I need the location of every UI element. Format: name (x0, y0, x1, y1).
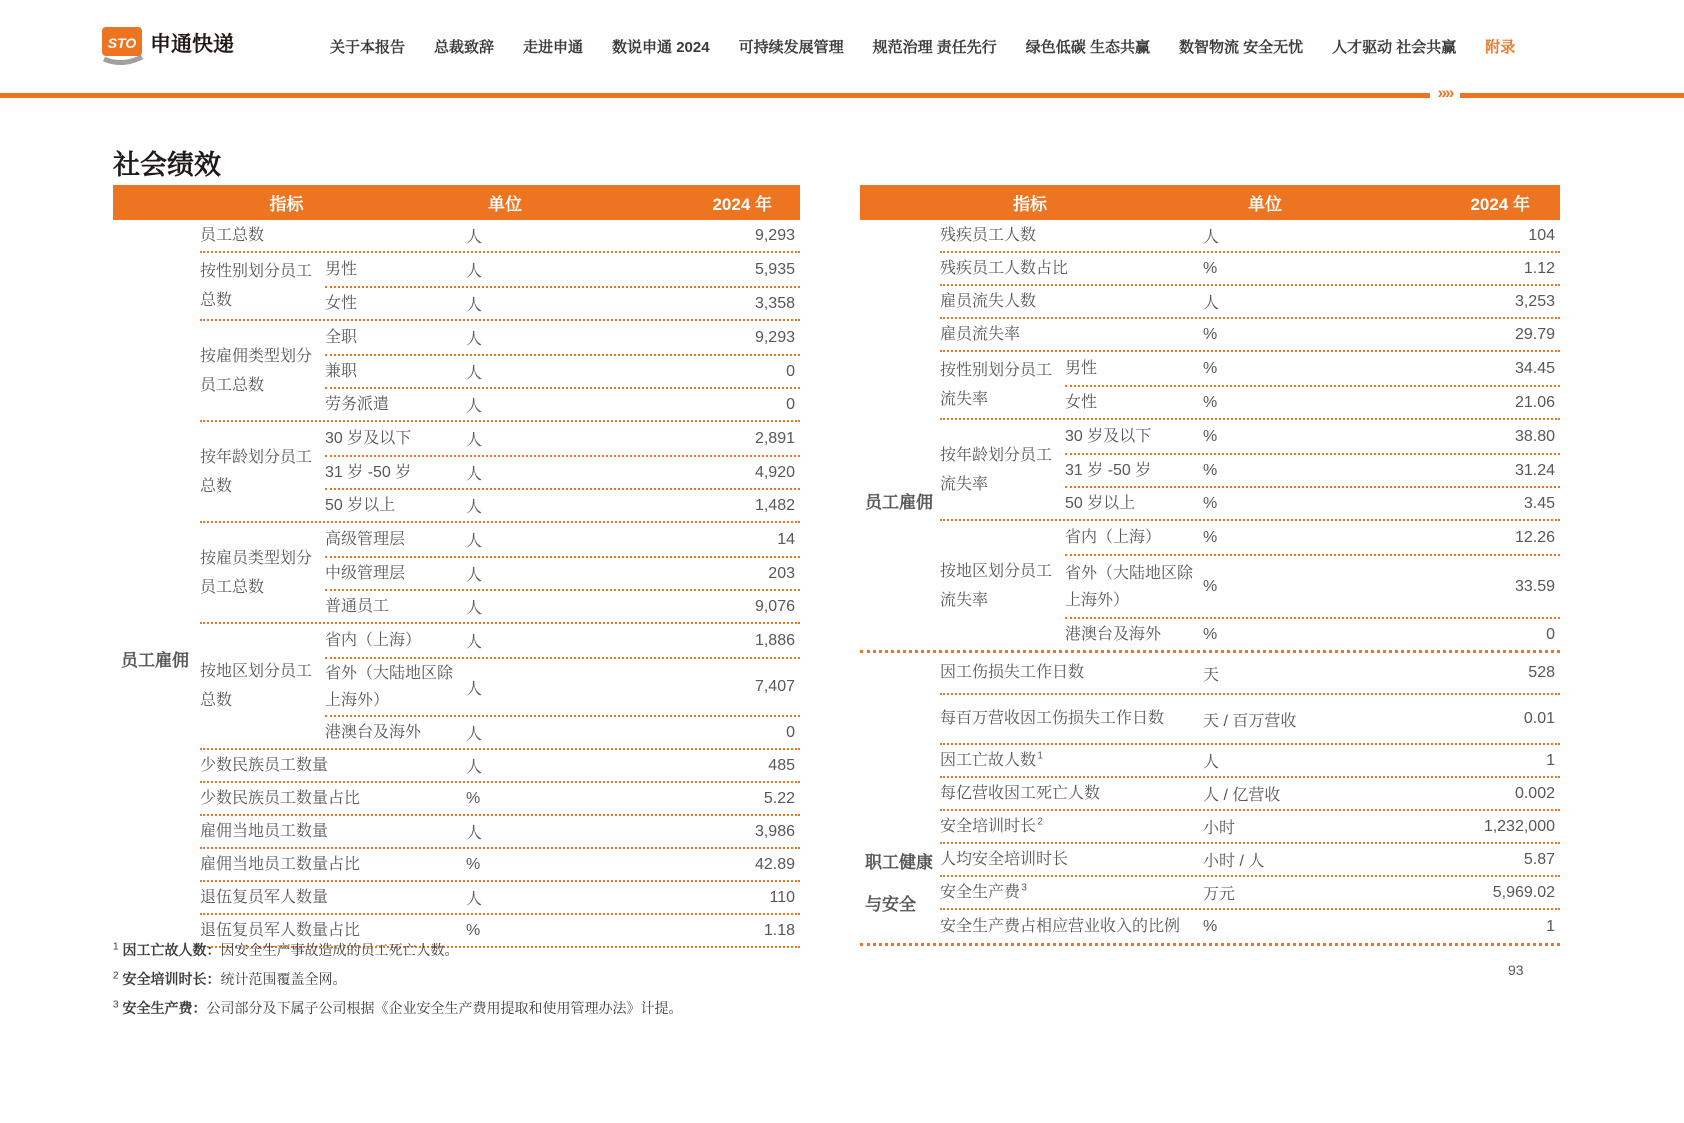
table-row (1065, 521, 1560, 554)
top-nav-bar (0, 0, 1684, 93)
table-body (860, 220, 1560, 946)
row-label: 31 岁 -50 岁 (325, 464, 412, 481)
row-unit: 人 (466, 891, 483, 908)
row-value: 3.45 (1523, 494, 1555, 512)
row-value: 1,886 (754, 631, 795, 649)
table-row (325, 715, 800, 748)
row-label: 50 岁以上 (1065, 495, 1136, 512)
table-row (1065, 486, 1560, 519)
row-unit: 人 (466, 398, 483, 415)
row-label: 女性 (1065, 394, 1098, 411)
group-label: 按年龄划分员工总数 (200, 448, 313, 495)
table-row (940, 253, 1560, 286)
table-group-gender (200, 253, 800, 321)
table-row (325, 523, 800, 556)
table-row (940, 286, 1560, 319)
row-label: 雇佣当地员工数量占比 (200, 855, 361, 873)
table-row (940, 653, 1560, 695)
row-value: 0 (786, 395, 795, 413)
row-value: 38.80 (1514, 427, 1555, 445)
row-label: 少数民族员工数量占比 (200, 789, 361, 807)
footnote-text: 统计范围覆盖全网。 (220, 971, 347, 987)
table-row (325, 488, 800, 521)
row-label: 女性 (325, 295, 358, 312)
row-unit: % (466, 855, 481, 873)
table-row (940, 877, 1560, 910)
row-unit: 人 (466, 331, 483, 348)
row-unit: 万元 (1203, 886, 1236, 903)
row-unit: 人 (466, 825, 483, 842)
row-unit: 人 (466, 680, 483, 698)
table-row (940, 695, 1560, 745)
row-value: 5.87 (1523, 850, 1555, 868)
row-label: 高级管理层 (325, 531, 406, 548)
table-row (325, 321, 800, 354)
row-unit: 人 (466, 634, 483, 651)
row-value: 1.12 (1523, 259, 1555, 277)
row-value: 5.22 (763, 789, 795, 807)
row-unit: % (1203, 393, 1218, 411)
row-unit: % (1203, 461, 1218, 479)
row-value: 0 (1546, 625, 1555, 643)
table-row (325, 556, 800, 589)
footnote-sup: 1 (113, 941, 119, 953)
row-label: 港澳台及海外 (1065, 626, 1162, 643)
row-value: 2,891 (754, 429, 795, 447)
nav-item-data-2024[interactable]: 数说申通 2024 (612, 39, 710, 56)
table-row (940, 778, 1560, 811)
row-value: 485 (768, 756, 795, 774)
row-label: 每亿营收因工死亡人数 (940, 784, 1101, 802)
row-unit: 人 (466, 297, 483, 314)
row-value: 3,253 (1514, 292, 1555, 310)
table-row (325, 455, 800, 488)
row-value: 4,920 (754, 463, 795, 481)
row-unit: % (1203, 917, 1218, 935)
row-label: 31 岁 -50 岁 (1065, 462, 1152, 479)
footnote-text: 因安全生产事故造成的员工死亡人数。 (220, 942, 459, 958)
nav-item-esg-mgmt[interactable]: 可持续发展管理 (738, 39, 844, 56)
row-unit: 人 (466, 533, 483, 550)
row-unit: 人 (1203, 229, 1220, 246)
table-group-age (200, 422, 800, 523)
footnote-sup: 3 (113, 999, 119, 1011)
row-label: 兼职 (325, 363, 358, 380)
row-value: 104 (1528, 226, 1555, 244)
row-value: 14 (777, 530, 795, 548)
group-label: 按雇佣类型划分员工总数 (200, 347, 313, 394)
page-number: 93 (1508, 962, 1524, 978)
table-row (940, 319, 1560, 352)
row-value: 34.45 (1514, 359, 1555, 377)
row-unit: 小时 / 人 (1203, 853, 1265, 870)
nav-item-green[interactable]: 绿色低碳 生态共赢 (1025, 39, 1150, 56)
row-value: 5,969.02 (1492, 883, 1555, 901)
row-unit: 人 (466, 759, 483, 776)
row-unit: % (466, 789, 481, 807)
row-label: 因工亡故人数 $^1$ (940, 750, 1043, 769)
nav-item-logistics[interactable]: 数智物流 安全无忧 (1178, 39, 1304, 56)
row-label: 港澳台及海外 (325, 724, 422, 741)
row-value: 1 (1546, 917, 1555, 935)
footnote-sup: 2 (113, 970, 119, 982)
group-label: 按雇员类型划分员工总数 (200, 549, 313, 596)
sto-logo[interactable] (100, 24, 330, 70)
row-value: 29.79 (1514, 325, 1555, 343)
table-row (325, 354, 800, 387)
row-unit: 人 (466, 229, 483, 246)
footnote-2 (113, 970, 1073, 988)
group-label: 按性别划分员工总数 (200, 263, 313, 309)
footnote-term: 安全生产费： (122, 1000, 207, 1016)
nav-item-about[interactable]: 关于本报告 (330, 39, 406, 56)
row-unit: % (1203, 427, 1218, 445)
group-label: 按年龄划分员工流失率 (940, 446, 1053, 493)
category-label-health-safety: 职工健康与安全 (865, 853, 933, 914)
row-value: 0 (786, 362, 795, 380)
table-row (325, 253, 800, 286)
row-label: 退伍复员军人数量占比 (200, 921, 361, 939)
row-label: 安全生产费占相应营业收入的比例 (940, 917, 1181, 935)
row-label: 男性 (325, 261, 358, 278)
row-label: 省外（大陆地区除上海外） (1065, 564, 1194, 609)
row-value: 0.002 (1514, 784, 1555, 802)
table-row (325, 422, 800, 455)
row-unit: 人 (466, 466, 483, 483)
table-row (200, 220, 800, 253)
row-unit: 人 / 亿营收 (1203, 787, 1281, 804)
row-value: 0.01 (1523, 710, 1555, 727)
table-row (200, 750, 800, 783)
row-label: 雇员流失人数 (940, 292, 1037, 310)
row-label: 残疾员工人数 (940, 226, 1037, 244)
table-body (113, 220, 800, 948)
row-unit: 天 (1203, 666, 1220, 684)
footnote-ref-1: 1 (1037, 750, 1043, 762)
row-unit: 人 (466, 567, 483, 584)
row-label: 劳务派遣 (325, 396, 390, 413)
table-row (200, 783, 800, 816)
row-label: 省内（上海） (1065, 529, 1162, 546)
footnote-term: 安全培训时长： (122, 971, 221, 987)
row-unit: 人 (466, 365, 483, 382)
row-value: 3,358 (754, 294, 795, 312)
row-unit: 小时 (1203, 820, 1236, 837)
table-row (940, 910, 1560, 943)
footnote-3 (113, 999, 1073, 1017)
fast-forward-icon: »» (1430, 82, 1460, 104)
row-unit: % (1203, 259, 1218, 277)
row-value: 9,293 (754, 226, 795, 244)
table-row (200, 816, 800, 849)
sto-logo-graphic (100, 24, 330, 70)
row-unit: 人 (466, 726, 483, 743)
table-row (200, 849, 800, 882)
group-label: 按地区划分员工总数 (200, 663, 313, 709)
col-header-indicator: 指标 (1013, 195, 1047, 214)
nav-item-talent[interactable]: 人才驱动 社会共赢 (1332, 39, 1457, 56)
nav-item-ceo-message[interactable]: 总裁致辞 (434, 39, 495, 56)
group-label: 按地区划分员工流失率 (940, 562, 1053, 609)
group-label: 按性别划分员工流失率 (940, 362, 1053, 408)
row-label: 少数民族员工数量 (200, 756, 329, 774)
logo-swoosh (104, 57, 142, 63)
table-row (1065, 617, 1560, 650)
row-unit: % (1203, 325, 1218, 343)
table-row (1065, 420, 1560, 453)
row-value: 0 (786, 723, 795, 741)
row-unit: 人 (466, 263, 483, 280)
row-label: 因工伤损失工作日数 (940, 664, 1085, 681)
table-row (940, 844, 1560, 877)
table-row (940, 745, 1560, 778)
footnote-term: 因工亡故人数： (122, 942, 221, 958)
table-row (200, 882, 800, 915)
table-row (1065, 385, 1560, 418)
row-value: 42.89 (754, 855, 795, 873)
table-row (1065, 453, 1560, 486)
footnote-text: 公司部分及下属子公司根据《企业安全生产费用提取和使用管理办法》计提。 (206, 1000, 683, 1016)
table-group-region (200, 624, 800, 750)
row-label: 每百万营收因工伤损失工作日数 (940, 710, 1165, 727)
row-unit: 人 (1203, 754, 1220, 771)
row-label: 全职 (325, 329, 358, 346)
row-value: 1.18 (763, 921, 795, 939)
row-label: 中级管理层 (325, 565, 406, 582)
table-header (113, 185, 800, 220)
row-value: 33.59 (1514, 577, 1555, 595)
row-unit: % (1203, 528, 1218, 546)
row-label: 安全生产费 $^3$ (940, 882, 1027, 901)
row-value: 9,076 (754, 597, 795, 615)
row-unit: 人 (466, 432, 483, 449)
row-value: 3,986 (754, 822, 795, 840)
logo-text: STO (107, 34, 137, 51)
row-label: 30 岁及以下 (1065, 428, 1152, 445)
table-row (1065, 352, 1560, 385)
table-group-staff-type (200, 523, 800, 624)
row-unit: 天 / 百万营收 (1203, 712, 1297, 730)
table-row (1065, 554, 1560, 617)
row-unit: % (1203, 577, 1218, 595)
footnote-ref-3: 3 (1021, 882, 1027, 894)
row-label: 员工总数 (200, 226, 265, 244)
table-row (325, 387, 800, 420)
nav-item-appendix[interactable]: 附录 (1485, 39, 1516, 56)
row-value: 7,407 (754, 678, 795, 695)
row-value: 21.06 (1514, 393, 1555, 411)
row-value: 12.26 (1514, 528, 1555, 546)
row-unit: 人 (466, 600, 483, 617)
row-label: 男性 (1065, 360, 1098, 377)
row-unit: % (1203, 359, 1218, 377)
table-group-employment-type (200, 321, 800, 422)
nav-item-enter-sto[interactable]: 走进申通 (523, 39, 584, 56)
category-label-employment: 员工雇佣 (121, 651, 189, 670)
row-label: 省外（大陆地区除上海外） (325, 665, 454, 709)
col-header-indicator: 指标 (269, 195, 304, 214)
row-label: 雇佣当地员工数量 (200, 822, 329, 840)
row-label: 普通员工 (325, 598, 390, 615)
row-unit: 人 (466, 499, 483, 516)
table-row (325, 286, 800, 319)
nav-item-governance[interactable]: 规范治理 责任先行 (872, 39, 997, 56)
row-value: 1 (1546, 751, 1555, 769)
table-row (940, 811, 1560, 844)
row-value: 9,293 (754, 328, 795, 346)
row-value: 110 (769, 888, 795, 906)
row-value: 1,482 (754, 496, 795, 514)
row-label: 残疾员工人数占比 (940, 259, 1069, 277)
row-label: 人均安全培训时长 (940, 850, 1069, 868)
row-label: 省内（上海） (325, 632, 422, 649)
row-unit: 人 (1203, 295, 1220, 312)
social-performance-table-right (860, 185, 1560, 946)
table-row (940, 220, 1560, 253)
category-label-employment: 员工雇佣 (865, 493, 933, 512)
table-header (860, 185, 1560, 220)
row-label: 安全培训时长 $^2$ (940, 816, 1043, 835)
row-label: 50 岁以上 (325, 497, 396, 514)
row-value: 1,232,000 (1483, 817, 1555, 835)
col-header-unit: 单位 (488, 195, 522, 214)
row-label: 30 岁及以下 (325, 430, 412, 447)
row-value: 203 (768, 564, 795, 582)
col-header-year: 2024 年 (1470, 195, 1530, 214)
footnote-1 (113, 941, 1073, 959)
main-nav (330, 36, 1515, 57)
table-group-turnover-age (940, 420, 1560, 521)
social-performance-table-left (113, 185, 800, 948)
footnote-ref-2: 2 (1037, 816, 1043, 828)
row-value: 31.24 (1514, 461, 1555, 479)
row-unit: % (1203, 494, 1218, 512)
table-row (325, 657, 800, 715)
row-unit: % (466, 921, 481, 939)
table-row (325, 589, 800, 622)
table-row (325, 624, 800, 657)
row-value: 528 (1528, 664, 1555, 681)
table-group-turnover-region (940, 521, 1560, 650)
col-header-year: 2024 年 (712, 195, 772, 214)
company-name: 申通快递 (150, 32, 234, 56)
row-unit: % (1203, 625, 1218, 643)
row-label: 雇员流失率 (940, 325, 1021, 343)
page-title: 社会绩效 (113, 150, 221, 180)
table-group-turnover-gender (940, 352, 1560, 420)
col-header-unit: 单位 (1248, 195, 1282, 214)
footnotes (113, 941, 1073, 1028)
row-label: 退伍复员军人数量 (200, 888, 329, 906)
row-value: 5,935 (754, 260, 795, 278)
